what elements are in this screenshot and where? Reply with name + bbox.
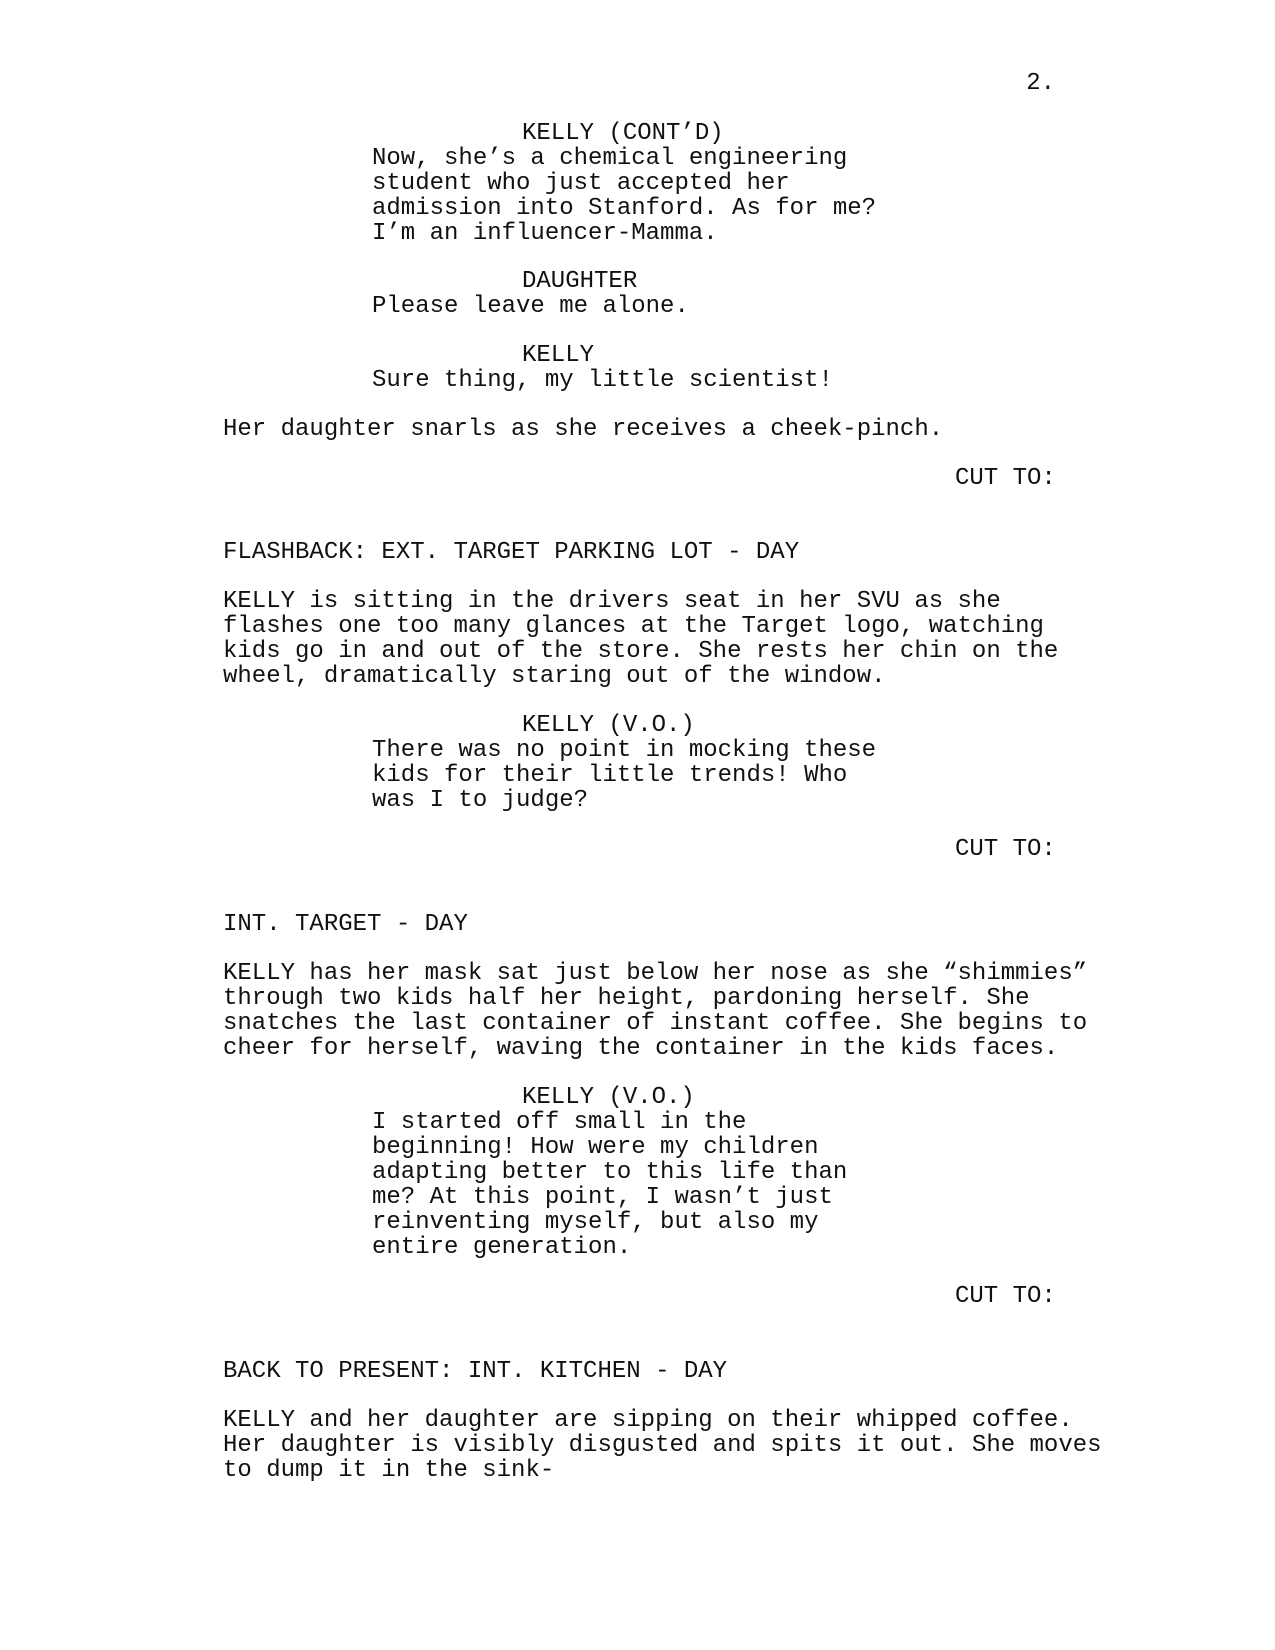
page-number: 2. (1026, 70, 1055, 97)
action-line: to dump it in the sink- (223, 1457, 555, 1484)
dialogue-line: I’m an influencer-Mamma. (372, 220, 718, 247)
dialogue-line: There was no point in mocking these (372, 737, 877, 764)
character-name: KELLY (522, 342, 595, 369)
dialogue-line: Sure thing, my little scientist! (372, 367, 833, 394)
transition: CUT TO: (955, 1283, 1056, 1310)
scene-heading: BACK TO PRESENT: INT. KITCHEN - DAY (223, 1358, 728, 1385)
dialogue-line: beginning! How were my children (372, 1134, 819, 1161)
character-name: KELLY (CONT’D) (522, 120, 724, 147)
action-line: flashes one too many glances at the Target logo, watching (223, 613, 1044, 640)
action-line: Her daughter is visibly disgusted and spits it out. She moves (223, 1432, 1102, 1459)
action-line: snatches the last container of instant coffee. She begins to (223, 1010, 1088, 1037)
action-line: KELLY is sitting in the drivers seat in her SVU as she (223, 588, 1001, 615)
transition: CUT TO: (955, 465, 1056, 492)
dialogue-line: entire generation. (372, 1234, 632, 1261)
dialogue-line: was I to judge? (372, 787, 589, 814)
transition: CUT TO: (955, 836, 1056, 863)
action-line: Her daughter snarls as she receives a cheek-pinch. (223, 416, 944, 443)
action-line: kids go in and out of the store. She rests her chin on the (223, 638, 1059, 665)
character-name: KELLY (V.O.) (522, 1084, 695, 1111)
action-line: cheer for herself, waving the container in the kids faces. (223, 1035, 1059, 1062)
dialogue-line: Please leave me alone. (372, 293, 689, 320)
dialogue-line: me? At this point, I wasn’t just (372, 1184, 833, 1211)
action-line: through two kids half her height, pardoning herself. She (223, 985, 1030, 1012)
dialogue-line: adapting better to this life than (372, 1159, 848, 1186)
action-line: wheel, dramatically staring out of the window. (223, 663, 886, 690)
scene-heading: FLASHBACK: EXT. TARGET PARKING LOT - DAY (223, 539, 800, 566)
dialogue-line: Now, she’s a chemical engineering (372, 145, 848, 172)
scene-heading: INT. TARGET - DAY (223, 911, 468, 938)
dialogue-line: I started off small in the (372, 1109, 747, 1136)
dialogue-line: student who just accepted her (372, 170, 790, 197)
action-line: KELLY has her mask sat just below her nose as she “shimmies” (223, 960, 1088, 987)
dialogue-line: reinventing myself, but also my (372, 1209, 819, 1236)
character-name: DAUGHTER (522, 268, 638, 295)
action-line: KELLY and her daughter are sipping on their whipped coffee. (223, 1407, 1073, 1434)
dialogue-line: admission into Stanford. As for me? (372, 195, 877, 222)
character-name: KELLY (V.O.) (522, 712, 695, 739)
dialogue-line: kids for their little trends! Who (372, 762, 848, 789)
